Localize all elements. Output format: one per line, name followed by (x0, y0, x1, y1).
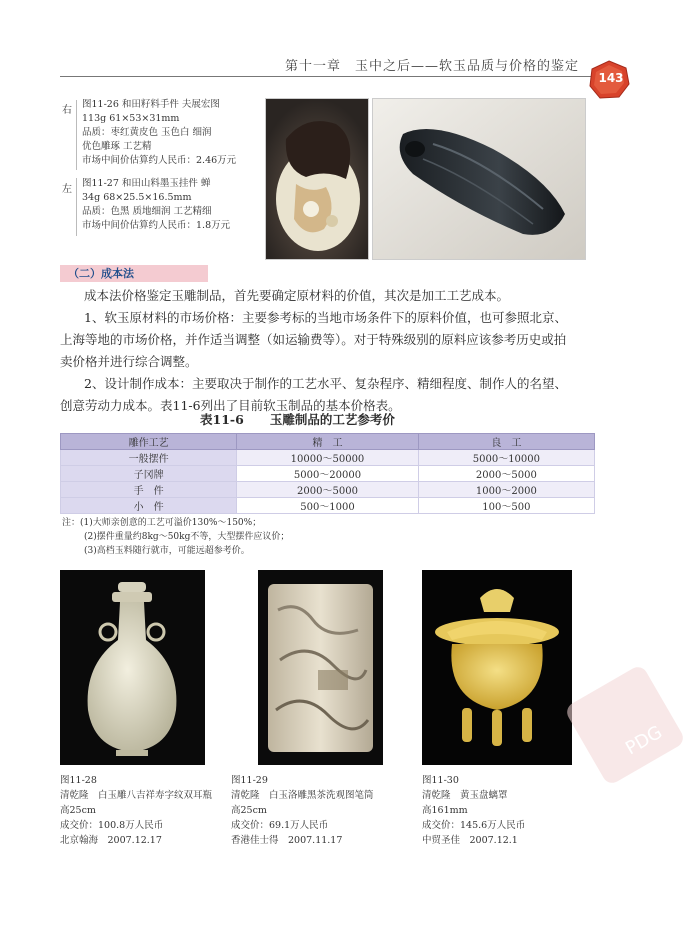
table-header-cell: 良 工 (418, 434, 594, 450)
fig30-price: 成交价：145.6万人民币 (422, 820, 526, 831)
table-cell: 5000～20000 (237, 466, 419, 482)
table-header-row (61, 434, 595, 450)
table-notes (62, 516, 289, 558)
brush-pot-photo (258, 570, 383, 765)
fig27-caption (82, 177, 230, 233)
fig27-price: 市场中间价估算约人民币：1.8万元 (82, 220, 231, 231)
table-title (200, 410, 460, 428)
table-cell: 500～1000 (237, 498, 419, 514)
fig28-caption (60, 773, 212, 848)
table-cell: 2000～5000 (237, 482, 419, 498)
note-1: 注：(1)大师亲创意的工艺可溢价130%～150%； (62, 518, 262, 528)
paragraph-3-line-2: 创意劳动力成本。表11-6列出了目前软玉制品的基本价格表。 (60, 398, 401, 413)
table-row (61, 450, 595, 466)
paragraph-2-line-3: 卖价格并进行综合调整。 (60, 354, 198, 369)
fig29-height: 高25cm (231, 805, 267, 816)
fig26-title: 图11-26 和田籽料手件 夫展宏图 (82, 99, 220, 110)
table-cell: 子冈牌 (61, 466, 237, 482)
table-row (61, 466, 595, 482)
fig28-height: 高25cm (60, 805, 96, 816)
header-divider (60, 76, 600, 77)
paragraph-3-line-1: 2、设计制作成本：主要取决于制作的工艺水平、复杂程序、精细程度、制作人的名望、 (84, 376, 567, 391)
fig29-auction: 香港佳士得 2007.11.17 (231, 835, 343, 846)
fig30-height: 高161mm (422, 805, 468, 816)
fig28-number: 图11-28 (60, 775, 97, 786)
note-2: (2)摆件重量约8kg～50kg不等，大型摆件应议价； (84, 532, 290, 542)
fig30-auction: 中贸圣佳 2007.12.1 (422, 835, 518, 846)
paragraph-2-line-2: 上海等地的市场价格，并作适当调整（如运输费等）。对于特殊级别的原料应该参考历史或拍 (60, 332, 567, 347)
white-jade-vase-photo (60, 570, 205, 765)
fig26-quality-2: 优色雕琢 工艺精 (82, 141, 152, 152)
paragraph-1: 成本法价格鉴定玉雕制品，首先要确定原材料的价值，其次是加工工艺成本。 (84, 288, 510, 303)
fig27-size: 34g 68×25.5×16.5mm (82, 192, 192, 203)
table-cell: 一般摆件 (61, 450, 237, 466)
fig30-number: 图11-30 (422, 775, 459, 786)
fig27-position: 左 (62, 184, 72, 195)
paragraph-2-line-1: 1、软玉原材料的市场价格：主要参考标的当地市场条件下的原料价值，也可参照北京、 (84, 310, 567, 325)
table-cell: 2000～5000 (418, 466, 594, 482)
table-cell: 5000～10000 (418, 450, 594, 466)
table-cell: 手 件 (61, 482, 237, 498)
table-row (61, 482, 595, 498)
black-jade-cicada-photo (372, 98, 586, 260)
fig28-auction: 北京翰海 2007.12.17 (60, 835, 162, 846)
watermark-text: PDG (622, 721, 666, 760)
section-heading: （二）成本法 (60, 265, 208, 282)
fig26-quality: 品质：枣红黄皮色 玉色白 细润 (82, 127, 212, 138)
table-cell: 1000～2000 (418, 482, 594, 498)
fig26-caption (82, 98, 236, 168)
table-cell: 100～500 (418, 498, 594, 514)
fig29-number: 图11-29 (231, 775, 268, 786)
fig26-price: 市场中间价估算约人民币：2.46万元 (82, 155, 237, 166)
price-table (60, 433, 595, 514)
jade-handpiece-photo (265, 98, 369, 260)
table-header-cell: 精 工 (237, 434, 419, 450)
fig30-caption (422, 773, 525, 848)
table-number: 表11-6 (200, 412, 244, 427)
page-number: 143 (598, 71, 624, 85)
table-cell: 小 件 (61, 498, 237, 514)
fig26-size: 113g 61×53×31mm (82, 113, 180, 124)
fig28-price: 成交价：100.8万人民币 (60, 820, 164, 831)
table-row (61, 498, 595, 514)
table-header-cell: 雕作工艺 (61, 434, 237, 450)
fig27-title: 图11-27 和田山料墨玉挂件 蝉 (82, 178, 211, 189)
pdg-watermark (560, 660, 690, 790)
section-body (60, 285, 595, 417)
fig29-caption (231, 773, 374, 848)
note-3: (3)高档玉料随行就市，可能远超参考价。 (84, 546, 250, 556)
fig28-title: 清乾隆 白玉雕八吉祥寿字纹双耳瓶 (60, 790, 213, 801)
fig26-caption-bar (76, 100, 77, 170)
yellow-jade-censer-photo (422, 570, 572, 765)
fig26-position: 右 (62, 105, 72, 116)
table-cell: 10000～50000 (237, 450, 419, 466)
fig27-quality: 品质：色黑 质地细润 工艺精细 (82, 206, 212, 217)
table-caption: 玉雕制品的工艺参考价 (269, 412, 395, 427)
fig30-title: 清乾隆 黄玉盘螭罩 (422, 790, 508, 801)
chapter-header: 第十一章 玉中之后——软玉品质与价格的鉴定 (285, 59, 580, 74)
fig29-price: 成交价：69.1万人民币 (231, 820, 329, 831)
fig29-title: 清乾隆 白玉洛雕黑茶洗观图笔筒 (231, 790, 374, 801)
fig27-caption-bar (76, 178, 77, 236)
